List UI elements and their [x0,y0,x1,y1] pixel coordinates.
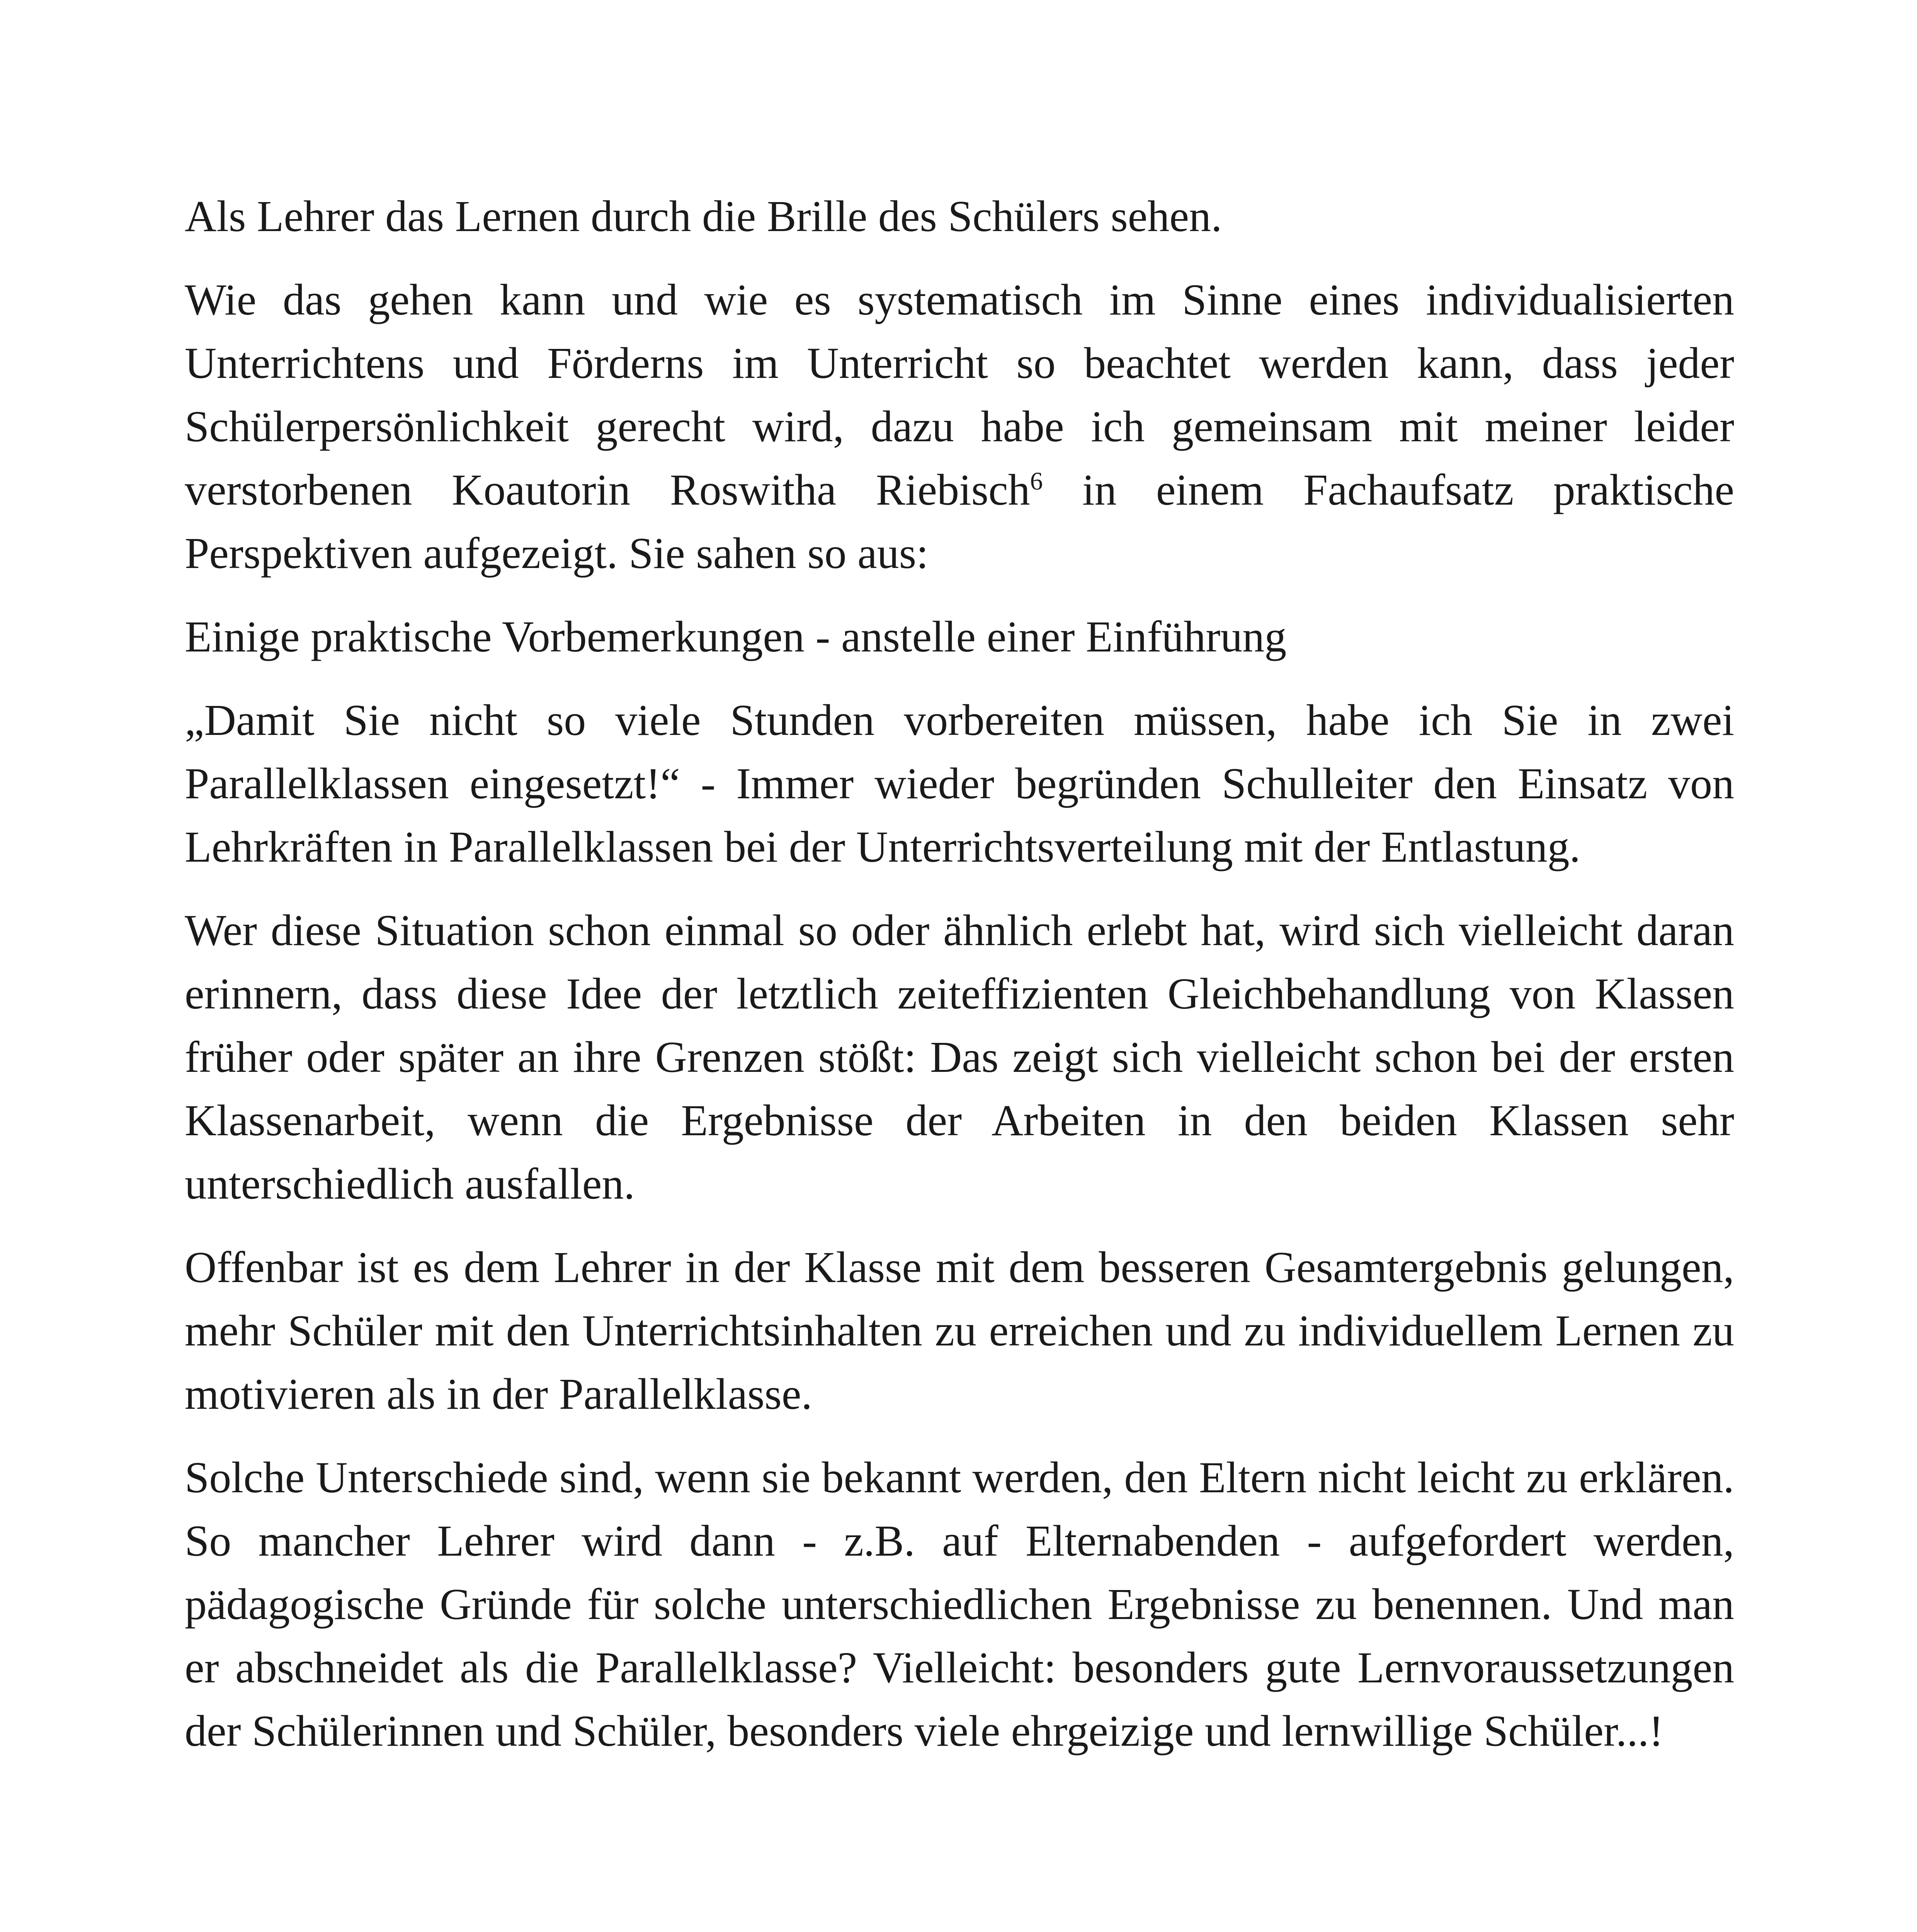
opening-line: Als Lehrer das Lernen durch die Brille des Schülers sehen. [185,192,1222,241]
paragraph-intro [185,268,1734,585]
paragraph-result: Offenbar ist es dem Lehrer in der Klasse mit dem besseren Gesamtergebnis gelungen, mehr Schüler mit den Unterrichtsinhalten zu erreichen und zu individuellem Lernen zu motivieren als in der Parallelklasse. [185,1243,1734,1418]
section-heading: Einige praktische Vorbemerkungen - anstelle einer Einführung [185,612,1287,661]
footnote-reference[interactable]: 6 [1030,467,1043,495]
paragraph-quote: „Damit Sie nicht so viele Stunden vorbereiten müssen, habe ich Sie in zwei Parallelklassen eingesetzt!“ - Immer wieder begründen Schulleiter den Einsatz von Lehrkräften in Parallelklassen bei der Unterrichtsverteilung mit der Entlastung. [185,696,1734,871]
paragraph-differences: Solche Unterschiede sind, wenn sie bekannt werden, den Eltern nicht leicht zu erklären. So mancher Lehrer wird dann - z.B. auf Elternabenden - aufgefordert werden, pädagogische Gründe für solche unterschiedlichen Ergebnisse zu benennen. Und man er abschneidet als die Parallelklasse? Vielleicht: besonders gute Lernvoraussetzungen der Schülerinnen und Schüler, besonders viele ehrgeizige und lernwillige Schüler...! [185,1453,1734,1755]
paragraph-intro-text-cont: in einem Fachaufsatz praktische Perspektiven aufgezeigt. Sie sahen so aus: [185,465,1734,578]
body-text [185,185,1734,1783]
paragraph-intro-text: Wie das gehen kann und wie es systematisch im Sinne eines individualisierten Unterrichtens und Förderns im Unterricht so beachtet werden kann, dass jeder Schülerpersönlichkeit gerecht wird, dazu habe ich gemeinsam mit meiner leider verstorbenen Koautorin Roswitha Riebisch [185,275,1734,514]
paragraph-situation: Wer diese Situation schon einmal so oder ähnlich erlebt hat, wird sich vielleicht daran erinnern, dass diese Idee der letztlich zeiteffizienten Gleichbehandlung von Klassen früher oder später an ihre Grenzen stößt: Das zeigt sich vielleicht schon bei der ersten Klassenarbeit, wenn die Ergebnisse der Arbeiten in den beiden Klassen sehr unterschiedlich ausfallen. [185,906,1734,1208]
